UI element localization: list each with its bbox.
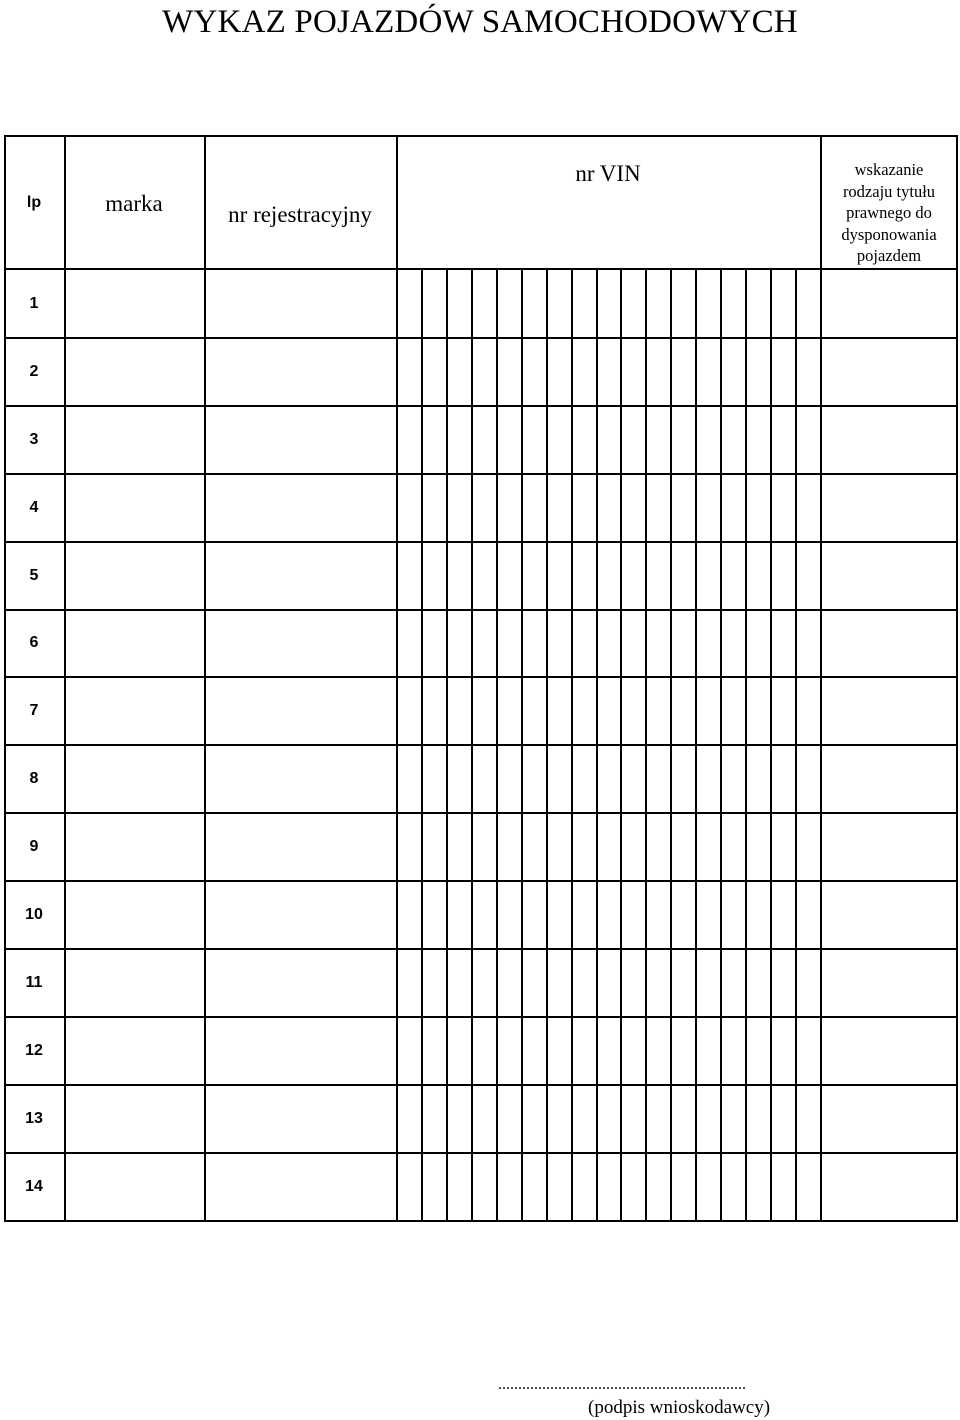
document-title: WYKAZ POJAZDÓW SAMOCHODOWYCH	[162, 4, 798, 40]
row-divider	[4, 337, 958, 339]
row-number: 14	[25, 1178, 43, 1195]
header-tytul-prawny	[822, 159, 956, 267]
row-number: 9	[29, 838, 39, 855]
row-number: 4	[29, 499, 39, 516]
row-divider	[4, 1152, 958, 1154]
column-divider-rejestracyjny	[396, 136, 398, 1221]
row-divider	[4, 541, 958, 543]
row-number: 5	[29, 567, 39, 584]
column-divider-lp	[64, 136, 66, 1221]
header-tytul-line-3: prawnego do	[846, 203, 932, 222]
row-number: 6	[29, 634, 39, 651]
row-number: 2	[29, 363, 39, 380]
row-divider	[4, 609, 958, 611]
table-border-top	[4, 135, 958, 137]
header-tytul-line-1: wskazanie	[854, 160, 924, 179]
row-number: 3	[29, 431, 39, 448]
column-divider-vin	[820, 136, 822, 1221]
row-number: 11	[25, 974, 43, 991]
row-number: 8	[29, 770, 39, 787]
table-border-right	[956, 136, 958, 1221]
row-divider	[4, 948, 958, 950]
row-divider	[4, 880, 958, 882]
row-number: 1	[29, 295, 39, 312]
row-divider	[4, 676, 958, 678]
header-row-bottom	[4, 268, 958, 270]
header-lp: lp	[26, 194, 42, 211]
table-border-bottom	[4, 1220, 958, 1222]
header-tytul-line-2: rodzaju tytułu	[842, 181, 936, 201]
row-number: 7	[29, 702, 39, 719]
column-divider-marka	[204, 136, 206, 1221]
header-nr-rejestracyjny: nr rejestracyjny	[228, 202, 372, 227]
row-number: 12	[25, 1042, 43, 1059]
signature-dots: ..............................................................	[498, 1376, 746, 1393]
header-nr-vin: nr VIN	[575, 161, 641, 186]
row-number: 13	[25, 1110, 43, 1127]
header-marka: marka	[105, 191, 163, 216]
row-divider	[4, 744, 958, 746]
header-tytul-line-5: pojazdem	[856, 246, 922, 265]
signature-label: (podpis wnioskodawcy)	[588, 1397, 771, 1418]
row-divider	[4, 1016, 958, 1018]
row-divider	[4, 405, 958, 407]
row-divider	[4, 812, 958, 814]
row-divider	[4, 1084, 958, 1086]
row-number: 10	[25, 906, 43, 923]
row-divider	[4, 473, 958, 475]
header-tytul-line-4: dysponowania	[841, 224, 937, 244]
